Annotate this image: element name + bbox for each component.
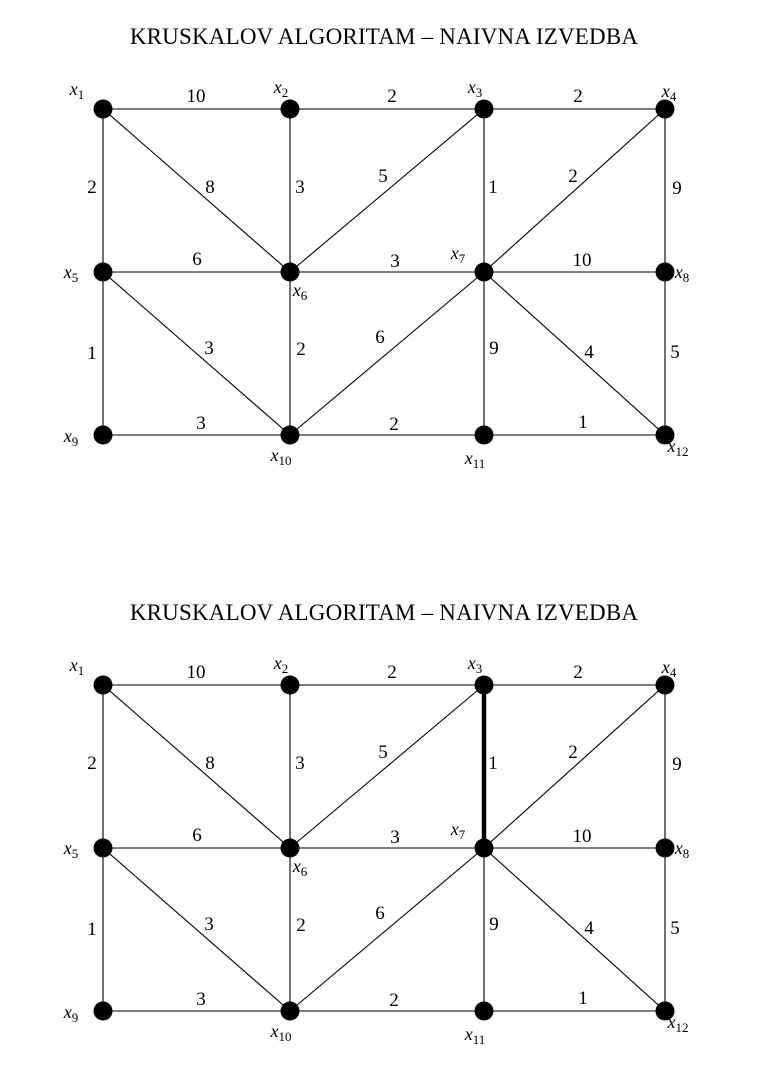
- node-label: [69, 79, 85, 102]
- edge-weight-label: 3: [295, 177, 305, 198]
- edge-weight-label: 2: [573, 662, 583, 683]
- node-label: [63, 262, 79, 285]
- node-label: [450, 243, 466, 266]
- graph-node: [475, 1002, 494, 1021]
- edge-weight-label: 2: [387, 662, 397, 683]
- graph-node: [475, 263, 494, 282]
- node-label: [270, 445, 292, 468]
- node-label: [292, 280, 308, 303]
- node-label-letter: x: [450, 819, 459, 839]
- edge-weight-label: 4: [584, 342, 594, 363]
- graph-edge: [103, 848, 290, 1011]
- edge-weight-label: 1: [578, 412, 588, 433]
- edge-weight-label: 10: [572, 250, 592, 271]
- graph-edge: [103, 685, 290, 848]
- node-label-letter: x: [292, 280, 301, 300]
- edge-weight-label: 3: [390, 827, 400, 848]
- node-label-letter: x: [270, 1021, 279, 1041]
- node-label: [63, 426, 79, 449]
- node-label: [464, 1024, 486, 1047]
- node-label-subscript: 9: [71, 434, 79, 449]
- graph-panel-2: [0, 576, 768, 1047]
- graph-node: [475, 676, 494, 695]
- edge-weight-label: 5: [670, 918, 680, 939]
- edge-weight-label: 1: [488, 177, 498, 198]
- node-label: [467, 653, 483, 676]
- graph-edge: [484, 848, 665, 1011]
- graph-diagram: [0, 576, 768, 1076]
- node-label-subscript: 7: [458, 251, 466, 266]
- edge-weight-label: 1: [578, 988, 588, 1009]
- edge-weight-label: 3: [295, 753, 305, 774]
- node-label-letter: x: [464, 448, 473, 468]
- edge-weight-label: 10: [572, 826, 592, 847]
- node-label-subscript: 12: [675, 1020, 689, 1035]
- graph-node: [475, 839, 494, 858]
- panel-title: KRUSKALOV ALGORITAM – NAIVNA IZVEDBA: [129, 600, 639, 625]
- node-label-subscript: 1: [77, 87, 85, 102]
- node-label: [464, 448, 486, 471]
- edge-weight-label: 3: [204, 338, 214, 359]
- edge-weight-label: 6: [192, 249, 202, 270]
- edge-weight-label: 6: [375, 327, 385, 348]
- edge-weight-label: 1: [87, 343, 97, 364]
- node-label-letter: x: [63, 262, 72, 282]
- node-label-letter: x: [467, 77, 476, 97]
- graph-edge: [290, 848, 484, 1011]
- edge-weight-label: 4: [584, 918, 594, 939]
- node-label-subscript: 3: [475, 661, 483, 676]
- node-label-subscript: 4: [669, 89, 677, 104]
- edge-weight-label: 2: [387, 86, 397, 107]
- graph-edge: [484, 109, 665, 272]
- node-label-subscript: 10: [278, 453, 292, 468]
- graph-node: [656, 839, 675, 858]
- graph-node: [94, 426, 113, 445]
- node-label-letter: x: [69, 79, 78, 99]
- edge-weight-label: 6: [375, 903, 385, 924]
- edge-weight-label: 2: [568, 742, 578, 763]
- graph-node: [281, 676, 300, 695]
- node-label-letter: x: [661, 81, 670, 101]
- graph-node: [94, 839, 113, 858]
- edge-weight-label: 2: [389, 990, 399, 1011]
- graph-node: [281, 100, 300, 119]
- node-label: [69, 655, 85, 678]
- edge-weight-label: 10: [186, 86, 206, 107]
- graph-node: [281, 263, 300, 282]
- graph-node: [475, 100, 494, 119]
- node-label: [467, 77, 483, 100]
- node-label: [63, 838, 79, 861]
- edge-weight-label: 9: [672, 178, 682, 199]
- node-label-letter: x: [674, 838, 683, 858]
- node-label: [63, 1002, 79, 1025]
- edge-weight-label: 9: [489, 338, 499, 359]
- graph-node: [94, 100, 113, 119]
- edge-weight-label: 1: [488, 753, 498, 774]
- node-label-letter: x: [273, 77, 282, 97]
- node-label-letter: x: [667, 436, 676, 456]
- node-label-subscript: 8: [682, 846, 690, 861]
- node-label-subscript: 3: [475, 85, 483, 100]
- edge-weight-label: 3: [196, 413, 206, 434]
- graph-node: [94, 263, 113, 282]
- node-label-letter: x: [273, 653, 282, 673]
- edge-weight-label: 3: [390, 251, 400, 272]
- node-label-subscript: 11: [472, 456, 486, 471]
- graph-node: [281, 426, 300, 445]
- edge-weight-label: 10: [186, 662, 206, 683]
- edge-weight-label: 2: [87, 177, 97, 198]
- graph-edge: [484, 272, 665, 435]
- node-label-subscript: 6: [300, 288, 308, 303]
- edge-weight-label: 2: [296, 339, 306, 360]
- edge-weight-label: 3: [196, 989, 206, 1010]
- node-label-letter: x: [661, 657, 670, 677]
- node-label-subscript: 5: [71, 270, 79, 285]
- edge-weight-label: 1: [87, 919, 97, 940]
- graph-node: [475, 426, 494, 445]
- node-label-subscript: 4: [669, 665, 677, 680]
- graph-diagram: [0, 0, 768, 500]
- node-label-subscript: 7: [458, 827, 466, 842]
- node-label-letter: x: [292, 856, 301, 876]
- edge-weight-label: 8: [205, 177, 215, 198]
- node-label: [667, 1012, 689, 1035]
- node-label-letter: x: [63, 1002, 72, 1022]
- graph-panel-1: [0, 0, 768, 500]
- node-label-letter: x: [467, 653, 476, 673]
- node-label-letter: x: [464, 1024, 473, 1044]
- graph-edge: [290, 272, 484, 435]
- node-label: [661, 81, 677, 104]
- node-label-subscript: 8: [682, 270, 690, 285]
- edge-weight-label: 2: [573, 86, 583, 107]
- node-label: [273, 653, 289, 676]
- graph-node: [656, 263, 675, 282]
- graph-edge: [103, 109, 290, 272]
- edge-weight-label: 3: [204, 914, 214, 935]
- node-label-subscript: 10: [278, 1029, 292, 1044]
- node-label-letter: x: [63, 838, 72, 858]
- edge-weight-label: 9: [489, 914, 499, 935]
- edge-weight-label: 8: [205, 753, 215, 774]
- node-label: [674, 262, 690, 285]
- edge-weight-label: 2: [296, 915, 306, 936]
- node-label-letter: x: [69, 655, 78, 675]
- graph-node: [281, 1002, 300, 1021]
- panel-title: KRUSKALOV ALGORITAM – NAIVNA IZVEDBA: [129, 24, 639, 49]
- node-label-subscript: 6: [300, 864, 308, 879]
- graph-node: [281, 839, 300, 858]
- edge-weight-label: 2: [389, 414, 399, 435]
- graph-edge: [103, 272, 290, 435]
- edge-weight-label: 5: [378, 742, 388, 763]
- node-label-subscript: 5: [71, 846, 79, 861]
- node-label-subscript: 12: [675, 444, 689, 459]
- edge-weight-label: 6: [192, 825, 202, 846]
- node-label-subscript: 2: [281, 85, 289, 100]
- node-label: [292, 856, 308, 879]
- edge-weight-label: 5: [378, 166, 388, 187]
- node-label-subscript: 11: [472, 1032, 486, 1047]
- graph-node: [94, 1002, 113, 1021]
- node-label: [674, 838, 690, 861]
- node-label: [667, 436, 689, 459]
- node-label-letter: x: [270, 445, 279, 465]
- edge-weight-label: 9: [672, 754, 682, 775]
- node-label-subscript: 2: [281, 661, 289, 676]
- edge-weight-label: 5: [670, 342, 680, 363]
- node-label: [273, 77, 289, 100]
- node-label-letter: x: [450, 243, 459, 263]
- node-label: [270, 1021, 292, 1044]
- edge-weight-label: 2: [568, 166, 578, 187]
- node-label: [450, 819, 466, 842]
- graph-edge: [484, 685, 665, 848]
- node-label-subscript: 1: [77, 663, 85, 678]
- node-label-subscript: 9: [71, 1010, 79, 1025]
- node-label-letter: x: [674, 262, 683, 282]
- node-label-letter: x: [63, 426, 72, 446]
- node-label: [661, 657, 677, 680]
- graph-node: [94, 676, 113, 695]
- node-label-letter: x: [667, 1012, 676, 1032]
- edge-weight-label: 2: [87, 753, 97, 774]
